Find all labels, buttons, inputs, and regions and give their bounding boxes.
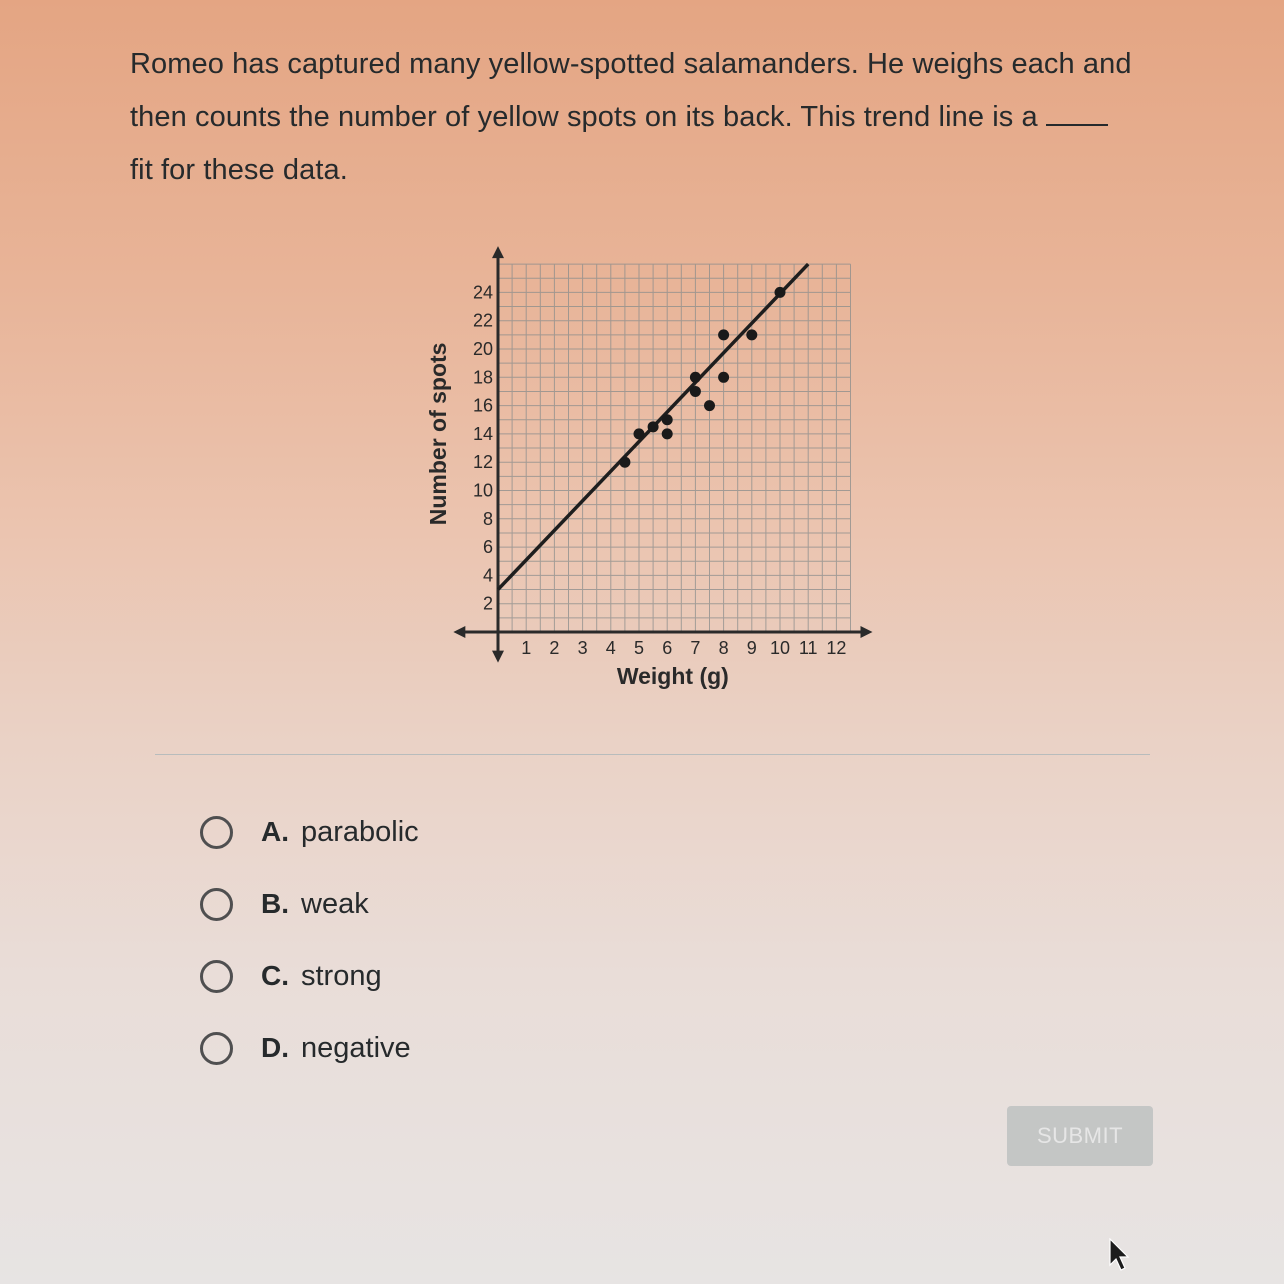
question-text — [130, 38, 1150, 197]
choice-d[interactable] — [200, 1012, 419, 1084]
data-point — [775, 287, 786, 298]
choice-c-text: strong — [301, 959, 382, 992]
choice-b-letter: B. — [261, 888, 289, 919]
choice-d-text: negative — [301, 1031, 411, 1064]
x-tick-label: 6 — [662, 638, 673, 658]
x-tick-label: 1 — [521, 638, 532, 658]
x-tick-label: 10 — [769, 638, 791, 658]
y-tick-label: 16 — [472, 395, 493, 416]
data-point — [619, 457, 630, 468]
y-tick-label: 2 — [482, 593, 493, 614]
data-point — [704, 400, 715, 411]
x-tick-label: 9 — [746, 638, 757, 658]
choice-a-letter: A. — [261, 816, 289, 847]
y-axis-arrow-down — [492, 651, 504, 663]
x-axis-arrow-right — [861, 626, 873, 638]
y-tick-label: 22 — [472, 310, 493, 331]
x-tick-label: 8 — [718, 638, 729, 658]
answer-choices — [200, 796, 419, 1084]
question-text-end: fit for these data. — [130, 154, 348, 186]
y-tick-label: 6 — [482, 537, 493, 558]
y-tick-label: 10 — [472, 480, 493, 501]
mouse-pointer-icon — [1108, 1238, 1130, 1272]
data-point — [746, 329, 757, 340]
y-axis-label: Number of spots — [425, 342, 451, 526]
radio-a[interactable] — [200, 816, 233, 849]
question-text-start: Romeo has captured many yellow-spotted salamanders. He weighs each and then counts the number of yellow spots on its back. This trend line is a — [130, 48, 1132, 133]
choice-b[interactable] — [200, 868, 419, 940]
x-tick-label: 2 — [549, 638, 560, 658]
y-tick-label: 20 — [472, 339, 493, 359]
data-point — [662, 428, 673, 439]
choice-c-letter: C. — [261, 960, 289, 991]
x-tick-label: 4 — [605, 638, 616, 658]
x-axis-label: Weight (g) — [616, 663, 729, 689]
x-axis-arrow-left — [453, 626, 465, 638]
x-tick-label: 12 — [826, 638, 847, 658]
data-point — [718, 329, 729, 340]
data-point — [662, 414, 673, 425]
choice-a-text: parabolic — [301, 815, 419, 848]
submit-button[interactable]: SUBMIT — [1007, 1106, 1153, 1166]
scatter-plot — [410, 236, 890, 706]
y-tick-label: 8 — [482, 508, 493, 529]
y-tick-label: 4 — [482, 565, 493, 586]
data-point — [718, 372, 729, 383]
choice-c[interactable] — [200, 940, 419, 1012]
y-tick-label: 14 — [472, 423, 493, 444]
x-tick-label: 5 — [633, 638, 645, 658]
radio-c[interactable] — [200, 960, 233, 993]
x-tick-label: 11 — [798, 638, 818, 658]
y-tick-label: 12 — [472, 452, 493, 473]
x-tick-label: 7 — [690, 638, 701, 658]
y-tick-label: 24 — [472, 282, 493, 303]
data-point — [634, 428, 645, 439]
radio-b[interactable] — [200, 888, 233, 921]
choice-d-letter: D. — [261, 1032, 289, 1063]
radio-d[interactable] — [200, 1032, 233, 1065]
choice-b-text: weak — [301, 887, 369, 920]
divider — [155, 754, 1150, 755]
grid-lines — [498, 264, 851, 632]
x-tick-label: 3 — [577, 638, 588, 658]
data-point — [690, 372, 701, 383]
y-tick-label: 18 — [472, 367, 493, 388]
answer-blank — [1046, 102, 1108, 126]
y-axis-arrow-up — [492, 246, 504, 258]
data-point — [648, 421, 659, 432]
choice-a[interactable] — [200, 796, 419, 868]
data-point — [690, 386, 701, 397]
